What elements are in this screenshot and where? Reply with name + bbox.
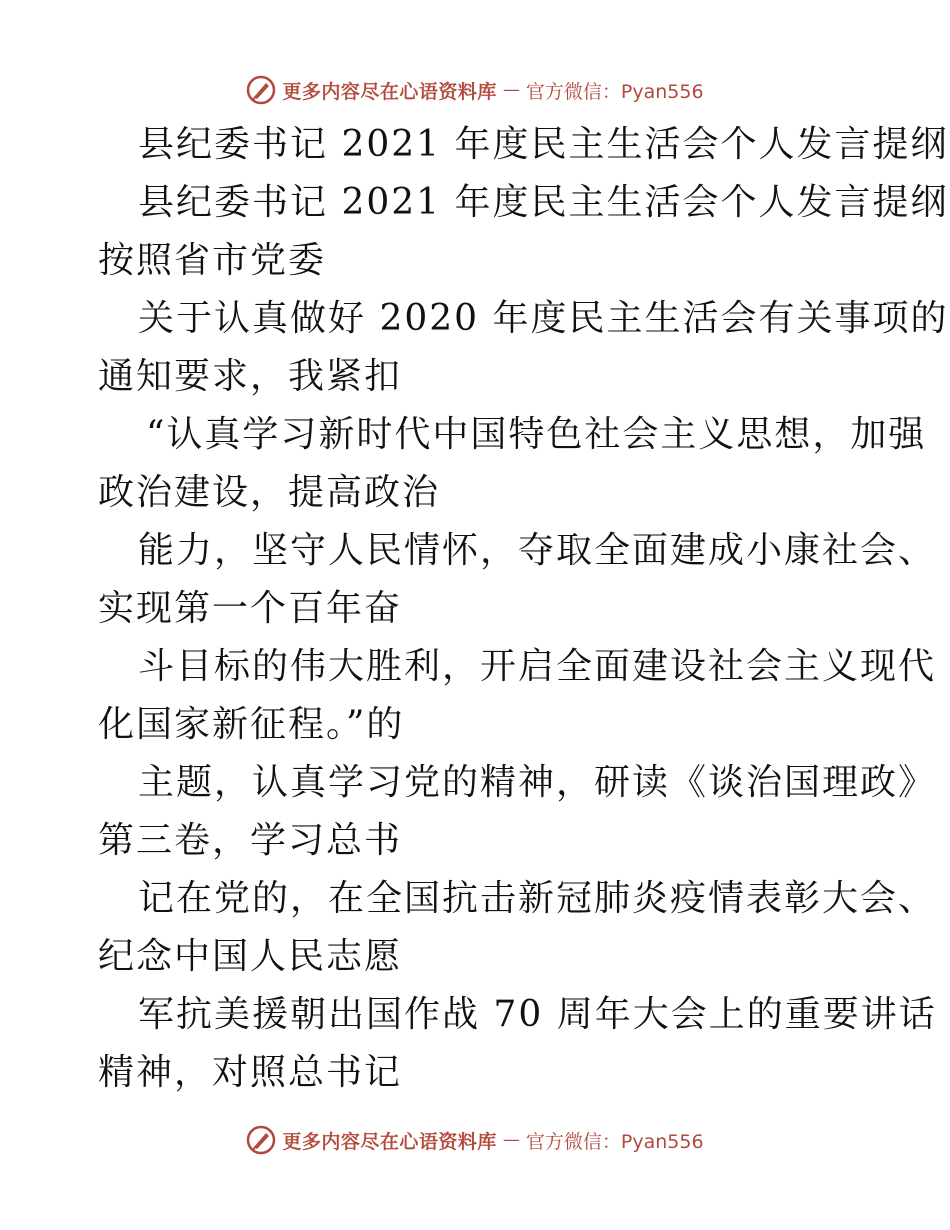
- doc-line: 主题，认真学习党的精神，研读《谈治国理政》: [138, 762, 937, 803]
- header-promo-text: 更多内容尽在心语资料库: [282, 80, 497, 103]
- doc-line: 斗目标的伟大胜利，开启全面建设社会主义现代: [138, 646, 937, 687]
- doc-line: 化国家新征程。”的: [98, 704, 405, 745]
- doc-line: 纪念中国人民志愿: [98, 936, 403, 977]
- doc-line: 记在党的，在全国抗击新冠肺炎疫情表彰大会、: [138, 878, 937, 919]
- quill-pen-logo-icon: [246, 75, 276, 105]
- doc-title-line: 县纪委书记 2021 年度民主生活会个人发言提纲: [138, 124, 949, 165]
- doc-line: 县纪委书记 2021 年度民主生活会个人发言提纲: [138, 182, 949, 223]
- footer-banner: [0, 1122, 950, 1158]
- footer-separator: —: [502, 1130, 520, 1150]
- doc-line: 能力，坚守人民情怀，夺取全面建成小康社会、: [138, 530, 937, 571]
- doc-line: 按照省市党委: [98, 240, 327, 281]
- doc-line: “认真学习新时代中国特色社会主义思想，加强: [146, 414, 927, 455]
- quill-pen-logo-icon: [246, 1125, 276, 1155]
- doc-line: 通知要求，我紧扣: [98, 356, 403, 397]
- footer-promo-text: 更多内容尽在心语资料库: [282, 1130, 497, 1153]
- doc-line: 精神，对照总书记: [98, 1052, 403, 1093]
- header-banner: [0, 72, 950, 108]
- header-separator: —: [502, 80, 520, 100]
- footer-wechat-text: 官方微信：Pyan556: [525, 1130, 704, 1153]
- doc-line: 政治建设，提高政治: [98, 472, 441, 513]
- doc-line: 第三卷，学习总书: [98, 820, 403, 861]
- header-wechat-text: 官方微信：Pyan556: [525, 80, 704, 103]
- doc-line: 关于认真做好 2020 年度民主生活会有关事项的: [138, 298, 949, 339]
- doc-line: 军抗美援朝出国作战 70 周年大会上的重要讲话: [138, 994, 937, 1035]
- doc-line: 实现第一个百年奋: [98, 588, 403, 629]
